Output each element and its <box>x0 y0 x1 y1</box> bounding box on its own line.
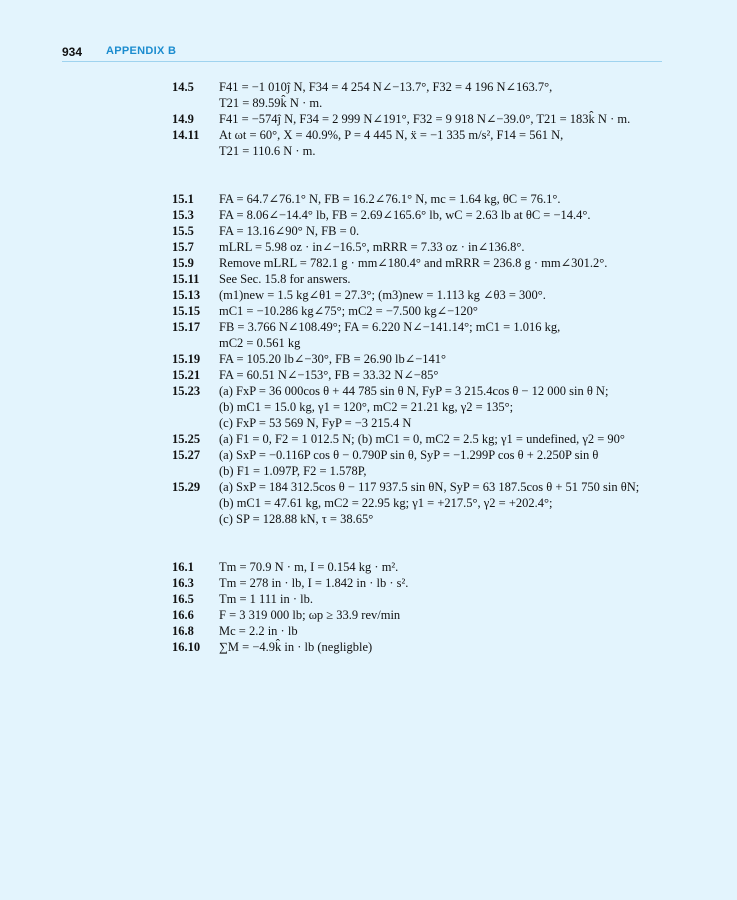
answer-text: (a) SxP = −0.116P cos θ − 0.790P sin θ, SyP = −1.299P cos θ + 2.250P sin θ <box>219 448 599 462</box>
answer-row <box>172 79 672 95</box>
problem-number <box>172 335 219 351</box>
problem-number <box>172 463 219 479</box>
answer-row <box>172 191 672 207</box>
problem-number: 15.23 <box>172 384 201 398</box>
answer-text: mLRL = 5.98 oz · in∠−16.5°, mRRR = 7.33 oz · in∠136.8°. <box>219 240 525 254</box>
answer-text: Tm = 70.9 N · m, I = 0.154 kg · m². <box>219 560 399 574</box>
problem-number: 15.7 <box>172 240 194 254</box>
problem-number: 16.8 <box>172 624 194 638</box>
answer-text: (a) SxP = 184 312.5cos θ − 117 937.5 sin θN, SyP = 63 187.5cos θ + 51 750 sin θN; <box>219 480 640 494</box>
answer-row <box>172 239 672 255</box>
answer-row <box>172 431 672 447</box>
problem-number: 15.27 <box>172 448 201 462</box>
problem-number: 15.9 <box>172 256 194 270</box>
answer-text: (b) mC1 = 47.61 kg, mC2 = 22.95 kg; γ1 = +217.5°, γ2 = +202.4°; <box>219 496 553 510</box>
answer-row <box>172 399 672 415</box>
problem-number: 15.17 <box>172 320 201 334</box>
answer-row <box>172 303 672 319</box>
answer-row <box>172 383 672 399</box>
answer-row <box>172 575 672 591</box>
answer-text: (b) mC1 = 15.0 kg, γ1 = 120°, mC2 = 21.21 kg, γ2 = 135°; <box>219 400 514 414</box>
answer-row <box>172 623 672 639</box>
problem-number <box>172 511 219 527</box>
answer-text: See Sec. 15.8 for answers. <box>219 272 351 286</box>
answer-text: F41 = −1 010ĵ N, F34 = 4 254 N∠−13.7°, F32 = 4 196 N∠163.7°, <box>219 80 553 94</box>
answer-row <box>172 255 672 271</box>
problem-number <box>172 495 219 511</box>
problem-number <box>172 95 219 111</box>
problem-number: 15.29 <box>172 480 201 494</box>
answer-text: (a) FxP = 36 000cos θ + 44 785 sin θ N, FyP = 3 215.4cos θ − 12 000 sin θ N; <box>219 384 609 398</box>
answer-row <box>172 591 672 607</box>
answer-text: (c) FxP = 53 569 N, FyP = −3 215.4 N <box>219 416 412 430</box>
page-number: 934 <box>62 45 83 59</box>
answer-text: FA = 64.7∠76.1° N, FB = 16.2∠76.1° N, mc = 1.64 kg, θC = 76.1°. <box>219 192 561 206</box>
answer-row <box>172 111 672 127</box>
problem-number: 14.11 <box>172 128 200 142</box>
answer-row <box>172 207 672 223</box>
answer-text: Remove mLRL = 782.1 g · mm∠180.4° and mRRR = 236.8 g · mm∠301.2°. <box>219 256 608 270</box>
problem-number <box>172 399 219 415</box>
answer-text: T21 = 110.6 N · m. <box>219 144 316 158</box>
answer-text: Tm = 1 111 in · lb. <box>219 592 313 606</box>
problem-number: 15.15 <box>172 304 201 318</box>
answer-row <box>172 463 672 479</box>
answer-text: (c) SP = 128.88 kN, τ = 38.65° <box>219 512 374 526</box>
problem-number: 14.9 <box>172 112 194 126</box>
answer-text: FA = 8.06∠−14.4° lb, FB = 2.69∠165.6° lb, wC = 2.63 lb at θC = −14.4°. <box>219 208 591 222</box>
problem-number: 15.21 <box>172 368 201 382</box>
answer-row <box>172 271 672 287</box>
problem-number: 15.19 <box>172 352 201 366</box>
answer-row <box>172 95 672 111</box>
problem-number: 15.3 <box>172 208 194 222</box>
answer-row <box>172 495 672 511</box>
answer-row <box>172 319 672 335</box>
answer-row <box>172 479 672 495</box>
problem-number: 16.5 <box>172 592 194 606</box>
header-rule <box>62 61 662 62</box>
section-title: APPENDIX B <box>106 45 177 57</box>
answer-row <box>172 559 672 575</box>
answer-row <box>172 415 672 431</box>
answer-row <box>172 607 672 623</box>
problem-number: 16.3 <box>172 576 194 590</box>
problem-number <box>172 143 219 159</box>
answer-row <box>172 639 672 655</box>
answer-row <box>172 143 672 159</box>
problem-number: 14.5 <box>172 80 194 94</box>
answer-text: FA = 13.16∠90° N, FB = 0. <box>219 224 360 238</box>
answer-text: FA = 60.51 N∠−153°, FB = 33.32 N∠−85° <box>219 368 439 382</box>
answer-text: FB = 3.766 N∠108.49°; FA = 6.220 N∠−141.14°; mC1 = 1.016 kg, <box>219 320 561 334</box>
answer-text: (a) F1 = 0, F2 = 1 012.5 N; (b) mC1 = 0, mC2 = 2.5 kg; γ1 = undefined, γ2 = 90° <box>219 432 625 446</box>
answer-row <box>172 223 672 239</box>
answer-text: (b) F1 = 1.097P, F2 = 1.578P, <box>219 464 367 478</box>
answer-text: Tm = 278 in · lb, I = 1.842 in · lb · s². <box>219 576 409 590</box>
problem-number: 15.11 <box>172 272 200 286</box>
answer-text: mC1 = −10.286 kg∠75°; mC2 = −7.500 kg∠−120° <box>219 304 478 318</box>
problem-number: 16.6 <box>172 608 194 622</box>
page-header <box>62 44 662 62</box>
answer-list <box>172 79 672 655</box>
answer-row <box>172 127 672 143</box>
answer-text: F = 3 319 000 lb; ωp ≥ 33.9 rev/min <box>219 608 401 622</box>
answer-text: mC2 = 0.561 kg <box>219 336 301 350</box>
section-gap <box>172 527 672 559</box>
answer-text: FA = 105.20 lb∠−30°, FB = 26.90 lb∠−141° <box>219 352 446 366</box>
problem-number: 16.1 <box>172 560 194 574</box>
problem-number: 15.25 <box>172 432 201 446</box>
answer-text: (m1)new = 1.5 kg∠θ1 = 27.3°; (m3)new = 1.113 kg ∠θ3 = 300°. <box>219 288 546 302</box>
problem-number: 16.10 <box>172 640 201 654</box>
answer-row <box>172 351 672 367</box>
answer-row <box>172 335 672 351</box>
answer-text: At ωt = 60°, X = 40.9%, P = 4 445 N, ẍ = −1 335 m/s², F14 = 561 N, <box>219 128 564 142</box>
section-gap <box>172 159 672 191</box>
problem-number <box>172 415 219 431</box>
answer-row <box>172 367 672 383</box>
answer-text: F41 = −574ĵ N, F34 = 2 999 N∠191°, F32 = 9 918 N∠−39.0°, T21 = 183k̂ N · m. <box>219 112 631 126</box>
answer-row <box>172 511 672 527</box>
answer-text: Mc = 2.2 in · lb <box>219 624 298 638</box>
answer-row <box>172 287 672 303</box>
answer-text: ∑M = −4.9k̂ in · lb (negligble) <box>219 640 373 654</box>
answer-row <box>172 447 672 463</box>
problem-number: 15.13 <box>172 288 201 302</box>
answer-text: T21 = 89.59k̂ N · m. <box>219 96 323 110</box>
problem-number: 15.5 <box>172 224 194 238</box>
problem-number: 15.1 <box>172 192 194 206</box>
